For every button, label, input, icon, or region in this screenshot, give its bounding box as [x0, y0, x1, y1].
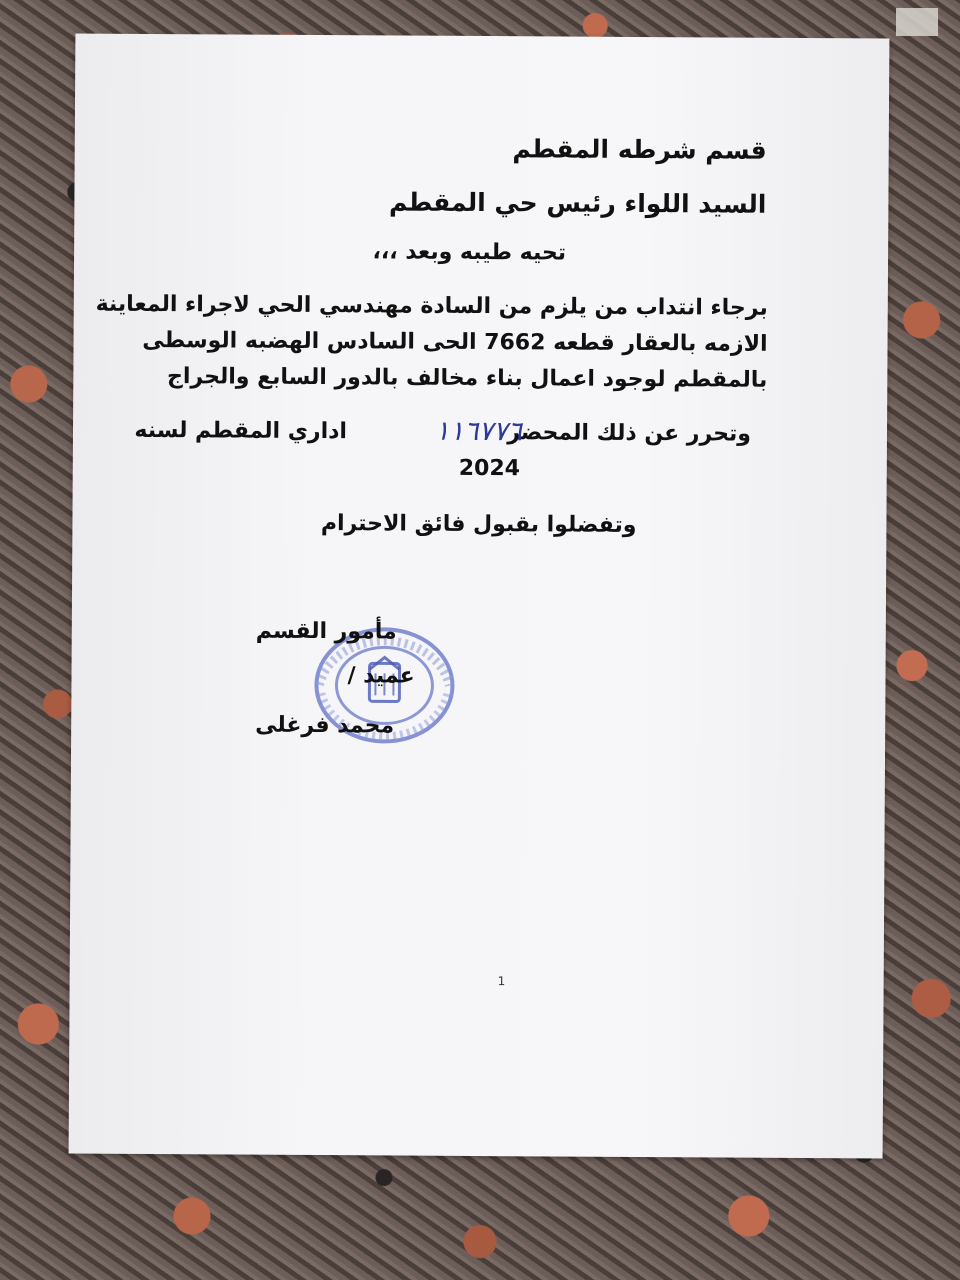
page-number: 1 — [497, 974, 506, 989]
report-number-handwritten: ١١٦٧٧٦ — [434, 415, 523, 448]
body-line-2: الازمه بالعقار قطعه 7662 الحى السادس الهضبه الوسطى — [142, 327, 768, 357]
report-line-start: وتحرر عن ذلك المحضر — [507, 420, 752, 447]
report-line-end: اداري المقطم لسنه — [134, 417, 348, 445]
signature-name: محمد فرغلى — [255, 712, 395, 739]
tape-strip — [896, 8, 938, 36]
greeting: تحيه طيبه وبعد ،،، — [372, 239, 567, 266]
signature-title: مأمور القسم — [255, 618, 397, 645]
body-line-1: برجاء انتداب من يلزم من السادة مهندسي الحي لاجراء المعاينة — [95, 291, 768, 321]
addressee: السيد اللواء رئيس حي المقطم — [388, 187, 767, 219]
signature-rank: عميد / — [347, 663, 415, 689]
letter-paper — [69, 34, 890, 1159]
report-year: 2024 — [458, 455, 521, 482]
closing: وتفضلوا بقبول فائق الاحترام — [320, 511, 637, 538]
body-line-3: بالمقطم لوجود اعمال بناء مخالف بالدور السابع والجراج — [166, 364, 768, 393]
header-line: قسم شرطه المقطم — [512, 134, 767, 165]
